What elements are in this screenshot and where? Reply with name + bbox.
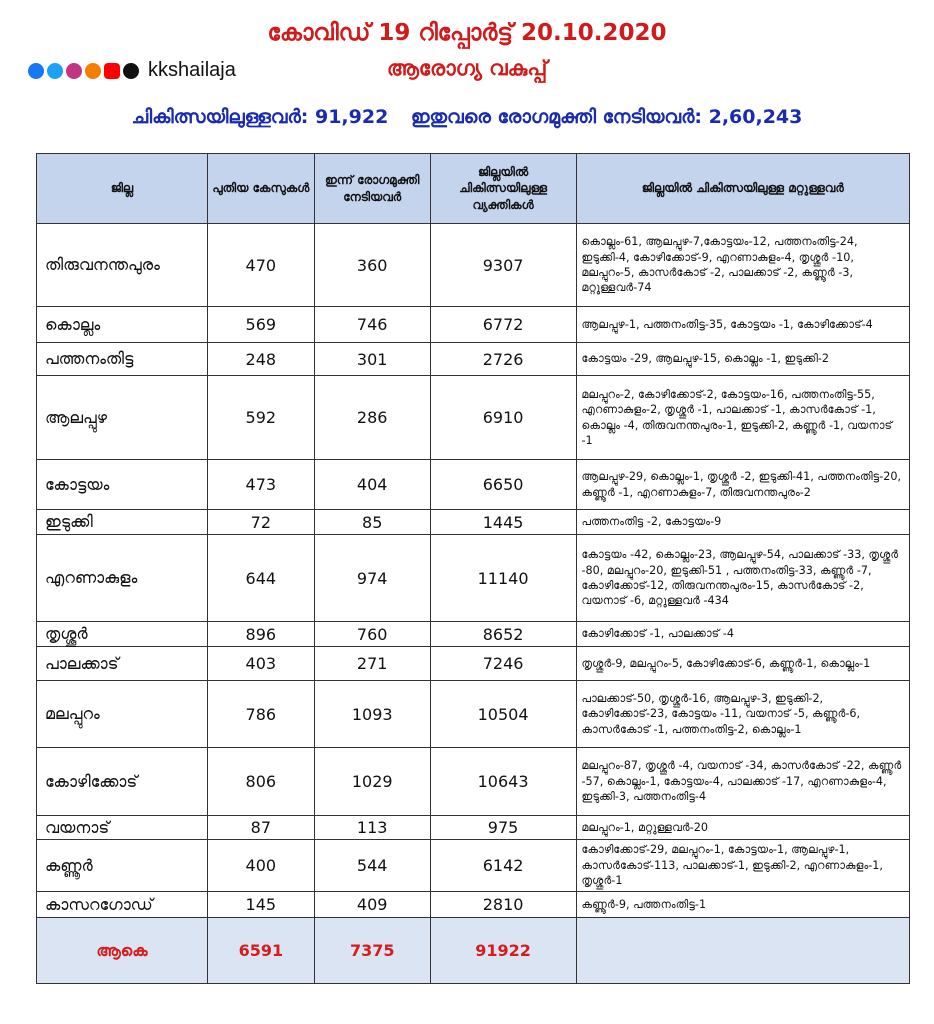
- new-cases-cell: 72: [207, 510, 314, 535]
- new-cases-cell: 806: [207, 748, 314, 816]
- recovered-cell: 301: [314, 343, 430, 376]
- table-row: [37, 307, 910, 343]
- others-cell: തൃശ്ശൂർ-9, മലപ്പുറം-5, കോഴിക്കോട്-6, കണ്ണൂർ-1, കൊല്ലം-1: [576, 647, 910, 681]
- active-cell: 11140: [430, 535, 576, 622]
- table-row: [37, 840, 910, 892]
- table-row: [37, 622, 910, 647]
- table-header-row: [37, 154, 910, 224]
- active-cell: 1445: [430, 510, 576, 535]
- recovered-cell: 271: [314, 647, 430, 681]
- new-cases-cell: 403: [207, 647, 314, 681]
- table-row: [37, 892, 910, 918]
- total-label: ആകെ: [37, 918, 208, 984]
- new-cases-cell: 473: [207, 460, 314, 510]
- column-header: ജില്ലയിൽ ചികിത്സയിലുള്ള വ്യക്തികൾ: [430, 154, 576, 224]
- new-cases-cell: 592: [207, 376, 314, 460]
- total-new-cases: 6591: [207, 918, 314, 984]
- district-cell: കാസറഗോഡ്: [37, 892, 208, 918]
- recovered-total-stat: ഇതുവരെ രോഗമുക്തി നേടിയവർ: 2,60,243: [410, 106, 803, 128]
- recovered-cell: 286: [314, 376, 430, 460]
- table-row: [37, 647, 910, 681]
- district-report-table: [36, 153, 910, 984]
- table-row: [37, 681, 910, 748]
- district-cell: തിരുവനന്തപുരം: [37, 224, 208, 307]
- active-cell: 7246: [430, 647, 576, 681]
- district-cell: കോഴിക്കോട്: [37, 748, 208, 816]
- new-cases-cell: 896: [207, 622, 314, 647]
- new-cases-cell: 87: [207, 816, 314, 840]
- recovered-cell: 544: [314, 840, 430, 892]
- new-cases-cell: 786: [207, 681, 314, 748]
- social-handle: kkshailaja: [148, 59, 236, 81]
- total-others-cell: [576, 918, 910, 984]
- new-cases-cell: 400: [207, 840, 314, 892]
- recovered-cell: 746: [314, 307, 430, 343]
- page-title: കോവിഡ് 19 റിപ്പോർട്ട് 20.10.2020: [267, 20, 667, 46]
- column-header: പുതിയ കേസുകൾ: [207, 154, 314, 224]
- total-recovered: 7375: [314, 918, 430, 984]
- district-cell: കോട്ടയം: [37, 460, 208, 510]
- active-cell: 10643: [430, 748, 576, 816]
- new-cases-cell: 248: [207, 343, 314, 376]
- others-cell: കണ്ണൂർ-9, പത്തനംതിട്ട-1: [576, 892, 910, 918]
- new-cases-cell: 569: [207, 307, 314, 343]
- column-header: ജില്ലയിൽ ചികിത്സയിലുള്ള മറ്റുള്ളവർ: [576, 154, 910, 224]
- others-cell: മലപ്പുറം-87, തൃശ്ശൂർ -4, വയനാട് -34, കാസർകോട് -22, കണ്ണൂർ -57, കൊല്ലം-1, കോട്ടയം-4, പാലക്കാട് -17, എറണാകുളം-4, ഇടുക്കി-3, പത്തനംതിട്ട-4: [576, 748, 910, 816]
- total-active: 91922: [430, 918, 576, 984]
- recovered-cell: 404: [314, 460, 430, 510]
- new-cases-cell: 145: [207, 892, 314, 918]
- new-cases-cell: 470: [207, 224, 314, 307]
- district-cell: കണ്ണൂർ: [37, 840, 208, 892]
- district-cell: തൃശ്ശൂർ: [37, 622, 208, 647]
- recovered-cell: 1029: [314, 748, 430, 816]
- table-row: [37, 376, 910, 460]
- others-cell: ആലപ്പുഴ-1, പത്തനംതിട്ട-35, കോട്ടയം -1, കോഴിക്കോട്-4: [576, 307, 910, 343]
- others-cell: കോട്ടയം -29, ആലപ്പുഴ-15, കൊല്ലം -1, ഇടുക്കി-2: [576, 343, 910, 376]
- others-cell: ആലപ്പുഴ-29, കൊല്ലം-1, തൃശ്ശൂർ -2, ഇടുക്കി-41, പത്തനംതിട്ട-20, കണ്ണൂർ -1, എറണാകുളം-7, തിരുവനന്തപുരം-2: [576, 460, 910, 510]
- active-cell: 6650: [430, 460, 576, 510]
- active-cell: 6772: [430, 307, 576, 343]
- column-header: ഇന്ന് രോഗമുക്തി നേടിയവർ: [314, 154, 430, 224]
- summary-stats: [0, 106, 934, 128]
- others-cell: കോഴിക്കോട് -1, പാലക്കാട് -4: [576, 622, 910, 647]
- active-cell: 6910: [430, 376, 576, 460]
- page-subtitle: ആരോഗ്യ വകുപ്പ്: [386, 56, 548, 80]
- active-cell: 2810: [430, 892, 576, 918]
- recovered-cell: 1093: [314, 681, 430, 748]
- table-row: [37, 816, 910, 840]
- others-cell: കോഴിക്കോട്-29, മലപ്പുറം-1, കോട്ടയം-1, ആലപ്പുഴ-1, കാസർകോട്-113, പാലക്കാട്-1, ഇടുക്കി-2, എറണാകുളം-1, തൃശ്ശൂർ-1: [576, 840, 910, 892]
- table-row: [37, 343, 910, 376]
- recovered-cell: 760: [314, 622, 430, 647]
- under-treatment-stat: ചികിത്സയിലുള്ളവർ: 91,922: [131, 106, 389, 128]
- recovered-cell: 974: [314, 535, 430, 622]
- district-cell: ഇടുക്കി: [37, 510, 208, 535]
- recovered-cell: 409: [314, 892, 430, 918]
- table-row: [37, 224, 910, 307]
- active-cell: 975: [430, 816, 576, 840]
- active-cell: 10504: [430, 681, 576, 748]
- others-cell: മലപ്പുറം-2, കോഴിക്കോട്-2, കോട്ടയം-16, പത്തനംതിട്ട-55, എറണാകുളം-2, തൃശ്ശൂർ -1, പാലക്കാട് -1, കാസർകോട് -1, കൊല്ലം -4, തിരുവനന്തപുരം-1, ഇടുക്കി-2, കണ്ണൂർ -1, വയനാട് -1: [576, 376, 910, 460]
- district-cell: മലപ്പുറം: [37, 681, 208, 748]
- active-cell: 8652: [430, 622, 576, 647]
- new-cases-cell: 644: [207, 535, 314, 622]
- others-cell: കോട്ടയം -42, കൊല്ലം-23, ആലപ്പുഴ-54, പാലക്കാട് -33, തൃശ്ശൂർ -80, മലപ്പുറം-20, ഇടുക്കി-51 , പത്തനംതിട്ട-33, കണ്ണൂർ -7, കോഴിക്കോട്-12, തിരുവനന്തപുരം-15, കാസർകോട് -2, വയനാട് -6, മറ്റുള്ളവർ -434: [576, 535, 910, 622]
- table-row: [37, 748, 910, 816]
- column-header: ജില്ല: [37, 154, 208, 224]
- others-cell: പാലക്കാട്-50, തൃശ്ശൂർ-16, ആലപ്പുഴ-3, ഇടുക്കി-2, കോഴിക്കോട്-23, കോട്ടയം -11, വയനാട് -5, കണ്ണൂർ-6, കാസർകോട് -1, പത്തനംതിട്ട-2, കൊല്ലം-1: [576, 681, 910, 748]
- district-cell: വയനാട്: [37, 816, 208, 840]
- active-cell: 9307: [430, 224, 576, 307]
- table-row: [37, 510, 910, 535]
- district-cell: കൊല്ലം: [37, 307, 208, 343]
- recovered-cell: 113: [314, 816, 430, 840]
- table-row: [37, 460, 910, 510]
- district-cell: ആലപ്പുഴ: [37, 376, 208, 460]
- others-cell: കൊല്ലം-61, ആലപ്പുഴ-7,കോട്ടയം-12, പത്തനംതിട്ട-24, ഇടുക്കി-4, കോഴിക്കോട്-9, എറണാകുളം-4, തൃശ്ശൂർ -10, മലപ്പുറം-5, കാസർകോട് -2, പാലക്കാട് -2, കണ്ണൂർ -3, മറ്റുള്ളവർ-74: [576, 224, 910, 307]
- district-cell: എറണാകുളം: [37, 535, 208, 622]
- recovered-cell: 360: [314, 224, 430, 307]
- recovered-cell: 85: [314, 510, 430, 535]
- active-cell: 2726: [430, 343, 576, 376]
- others-cell: മലപ്പുറം-1, മറ്റുള്ളവർ-20: [576, 816, 910, 840]
- total-row: [37, 918, 910, 984]
- district-cell: പത്തനംതിട്ട: [37, 343, 208, 376]
- table-row: [37, 535, 910, 622]
- active-cell: 6142: [430, 840, 576, 892]
- others-cell: പത്തനംതിട്ട -2, കോട്ടയം-9: [576, 510, 910, 535]
- district-cell: പാലക്കാട്: [37, 647, 208, 681]
